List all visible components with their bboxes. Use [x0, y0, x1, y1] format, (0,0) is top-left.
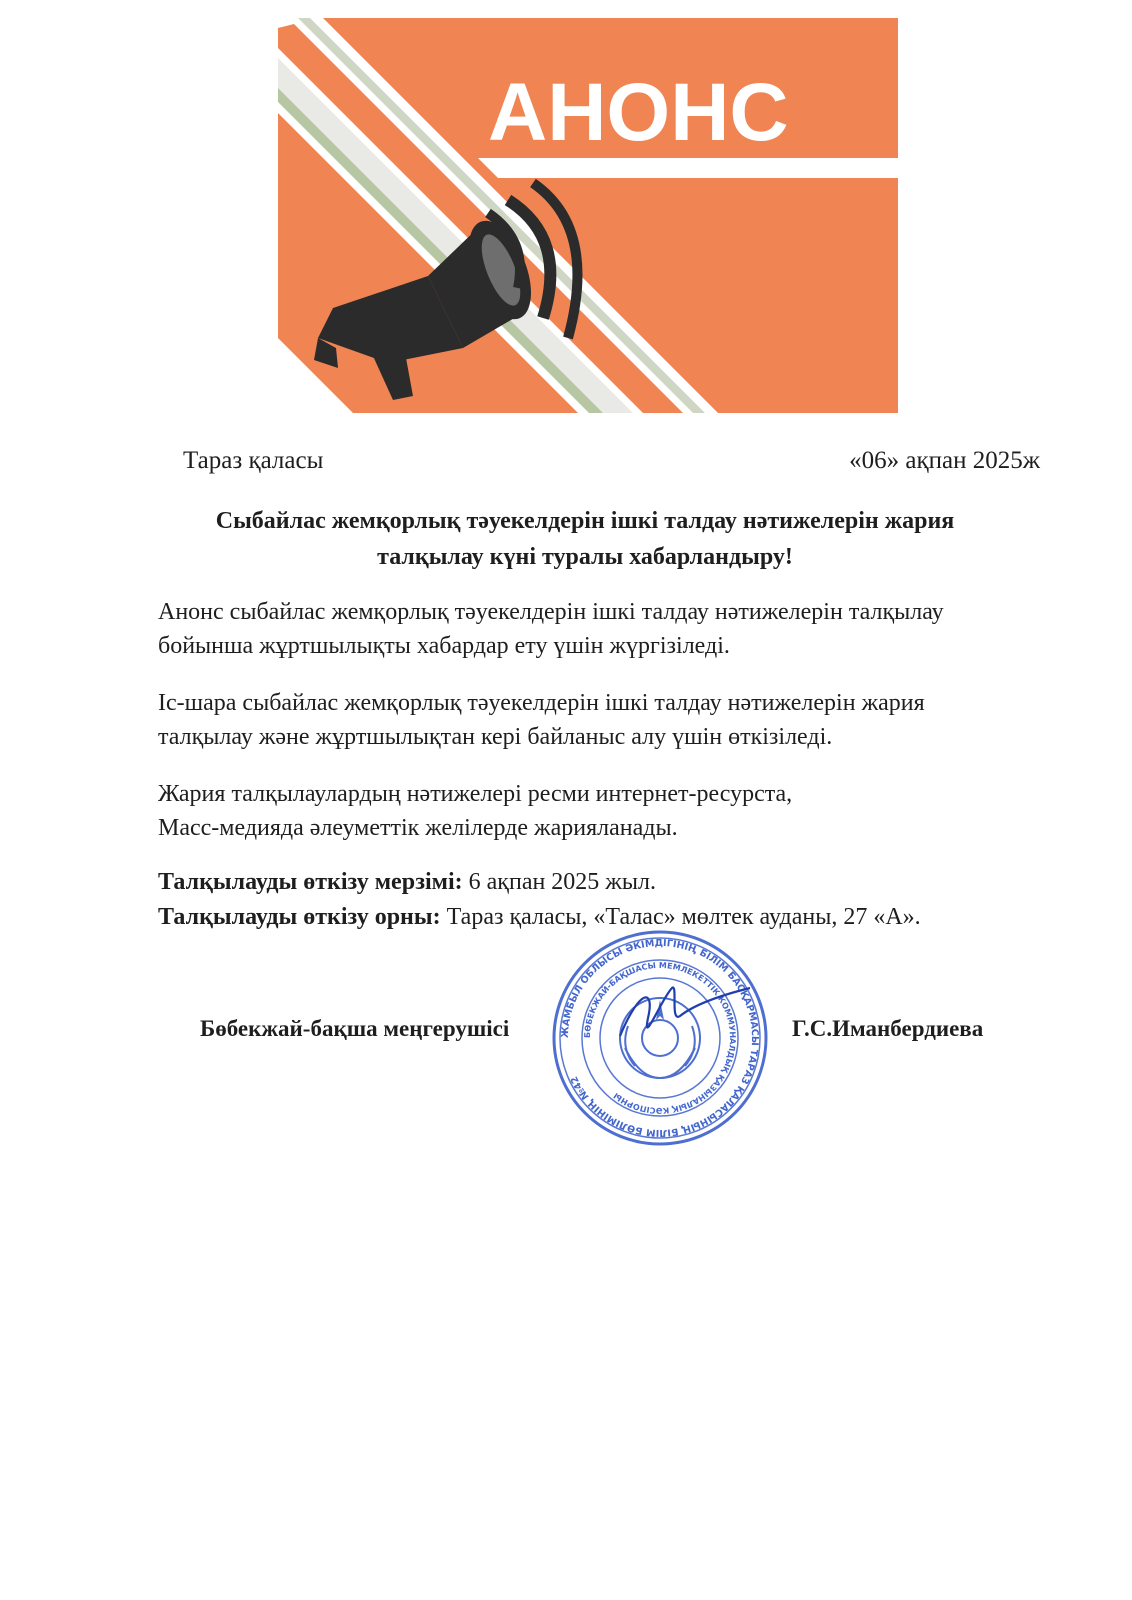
svg-text:БӨБЕКЖАЙ-БАҚШАСЫ МЕМЛЕКЕТТІК К [583, 961, 737, 1115]
discussion-date-label: Талқылауды өткізу мерзімі: [158, 869, 463, 895]
paragraph-2 [158, 686, 1058, 754]
paragraph-2-line-1: Іс-шара сыбайлас жемқорлық тәуекелдерін ішкі талдау нәтижелерін жария [158, 690, 925, 716]
official-seal-icon [550, 928, 770, 1148]
discussion-place [158, 900, 921, 934]
heading-line-1: Сыбайлас жемқорлық тәуекелдерін ішкі талдау нәтижелерін жария [215, 508, 955, 534]
paragraph-3-line-2: Масс-медияда әлеуметтік желілерде жарияланады. [158, 815, 678, 841]
seal-inner-text: БӨБЕКЖАЙ-БАҚШАСЫ МЕМЛЕКЕТТІК КОММУНАЛДЫҚ ҚАЗЫНАЛЫҚ КӘСІПОРНЫ [582, 960, 738, 1116]
heading-line-2: талқылау күні туралы хабарландыру! [377, 544, 793, 570]
document-date: «06» ақпан 2025ж [849, 447, 1040, 474]
announcement-banner [278, 18, 898, 413]
signatory-role: Бөбекжай-бақша меңгерушісі [200, 1016, 510, 1041]
seal-graphic [550, 928, 770, 1148]
seal-outer-text: ЖАМБЫЛ ОБЛЫСЫ ӘКІМДІГІНІҢ БІЛІМ БАСҚАРМАСЫ ТАРАЗ ҚАЛАСЫНЫҢ БІЛІМ БӨЛІМІНІҢ №42 [559, 937, 761, 1139]
discussion-place-value: Тараз қаласы, «Талас» мөлтек ауданы, 27 «А». [440, 904, 921, 930]
paragraph-2-line-2: талқылау және жұртшылықтан кері байланыс алу үшін өткізіледі. [158, 724, 833, 750]
paragraph-1-line-2: бойынша жұртшылықты хабардар ету үшін жүргізіледі. [158, 633, 730, 659]
paragraph-3-line-1: Жария талқылаулардың нәтижелері ресми интернет-ресурста, [158, 781, 793, 807]
discussion-place-label: Талқылауды өткізу орны: [158, 904, 441, 930]
paragraph-1 [158, 595, 1058, 663]
paragraph-1-line-1: Анонс сыбайлас жемқорлық тәуекелдерін ішкі талдау нәтижелерін талқылау [158, 599, 944, 625]
signatory-name: Г.С.Иманбердиева [792, 1016, 984, 1041]
paragraph-3 [158, 777, 1058, 845]
banner-graphic [278, 18, 898, 413]
city-label: Тараз қаласы [183, 447, 324, 474]
banner-title: АНОНС [488, 67, 789, 158]
discussion-date [158, 865, 656, 899]
discussion-date-value: 6 ақпан 2025 жыл. [462, 869, 656, 895]
document-heading [150, 503, 1020, 575]
